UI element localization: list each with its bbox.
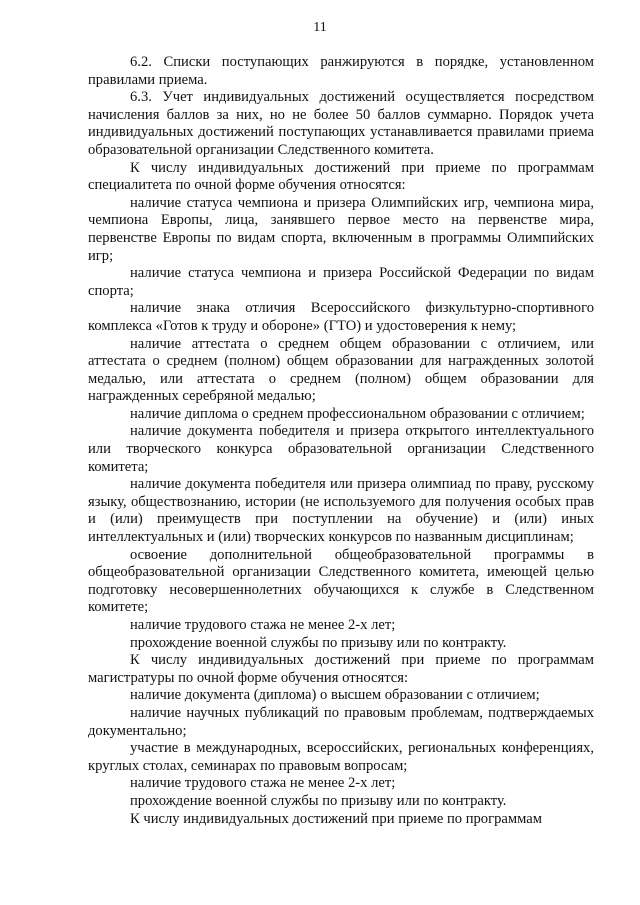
list-item-additional-program: освоение дополнительной общеобразовательной программы в общеобразовательной организации Следственного комитета, имеющей целью подготовку несовершеннолетних обучающихся к службе в Следственном комитете;: [88, 546, 594, 616]
page-number: 11: [313, 20, 327, 35]
list-item-conference-participation: участие в международных, всероссийских, региональных конференциях, круглых столах, семинарах по правовым вопросам;: [88, 740, 594, 774]
document-body: [88, 54, 594, 828]
paragraph-6-3: 6.3. Учет индивидуальных достижений осуществляется посредством начисления баллов за них, но не более 50 баллов суммарно. Порядок учета индивидуальных достижений поступающих устанавливается правилами приема образовательной организации Следственного комитета.: [88, 89, 594, 158]
list-item-scientific-publications: наличие научных публикаций по правовым проблемам, подтверждаемых документально;: [88, 704, 594, 739]
specialty-achievements-intro: К числу индивидуальных достижений при приеме по программам специалитета по очной форме обучения относятся:: [88, 159, 594, 194]
list-item-olympiad-winner: наличие документа победителя или призера олимпиад по праву, русскому языку, обществознанию, истории (не используемого для получения особых прав и (или) преимуществ при поступлении на обучение) и (или) иных интеллектуальных и (или) творческих конкурсов по названным дисциплинам;: [88, 476, 594, 546]
list-item-military-service: прохождение военной службы по призыву или по контракту.: [130, 634, 507, 651]
list-item-work-experience-masters: наличие трудового стажа не менее 2-х лет;: [130, 775, 396, 792]
list-item-military-service-masters: прохождение военной службы по призыву или по контракту.: [130, 792, 507, 809]
list-item-school-certificate-honors: наличие аттестата о среднем общем образовании с отличием, или аттестата о среднем (полном) общем образовании для награжденных золотой медалью, или аттестата о среднем (полном) общем образовании для награжденных серебряной медалью;: [88, 335, 594, 405]
list-item-olympic-status: наличие статуса чемпиона и призера Олимпийских игр, чемпиона мира, чемпиона Европы, лица, занявшего первое место на первенстве мира, первенстве Европы по видам спорта, включенным в программы Олимпийских игр;: [88, 194, 594, 264]
list-item-vocational-diploma-honors: наличие диплома о среднем профессиональном образовании с отличием;: [130, 405, 585, 422]
list-item-gto-badge: наличие знака отличия Всероссийского физкультурно-спортивного комплекса «Готов к труду и обороне» (ГТО) и удостоверения к нему;: [88, 300, 594, 334]
list-item-higher-education-honors: наличие документа (диплома) о высшем образовании с отличием;: [130, 687, 540, 704]
next-section-intro: К числу индивидуальных достижений при приеме по программам: [130, 810, 542, 827]
list-item-open-contest-winner: наличие документа победителя и призера открытого интеллектуального или творческого конкурса образовательной организации Следственного комитета;: [88, 423, 594, 475]
masters-achievements-intro: К числу индивидуальных достижений при приеме по программам магистратуры по очной форме обучения относятся:: [88, 652, 594, 686]
list-item-russian-champion: наличие статуса чемпиона и призера Российской Федерации по видам спорта;: [88, 265, 594, 299]
list-item-work-experience: наличие трудового стажа не менее 2-х лет;: [130, 617, 396, 633]
paragraph-6-2: 6.2. Списки поступающих ранжируются в порядке, установленном правилами приема.: [88, 54, 594, 88]
